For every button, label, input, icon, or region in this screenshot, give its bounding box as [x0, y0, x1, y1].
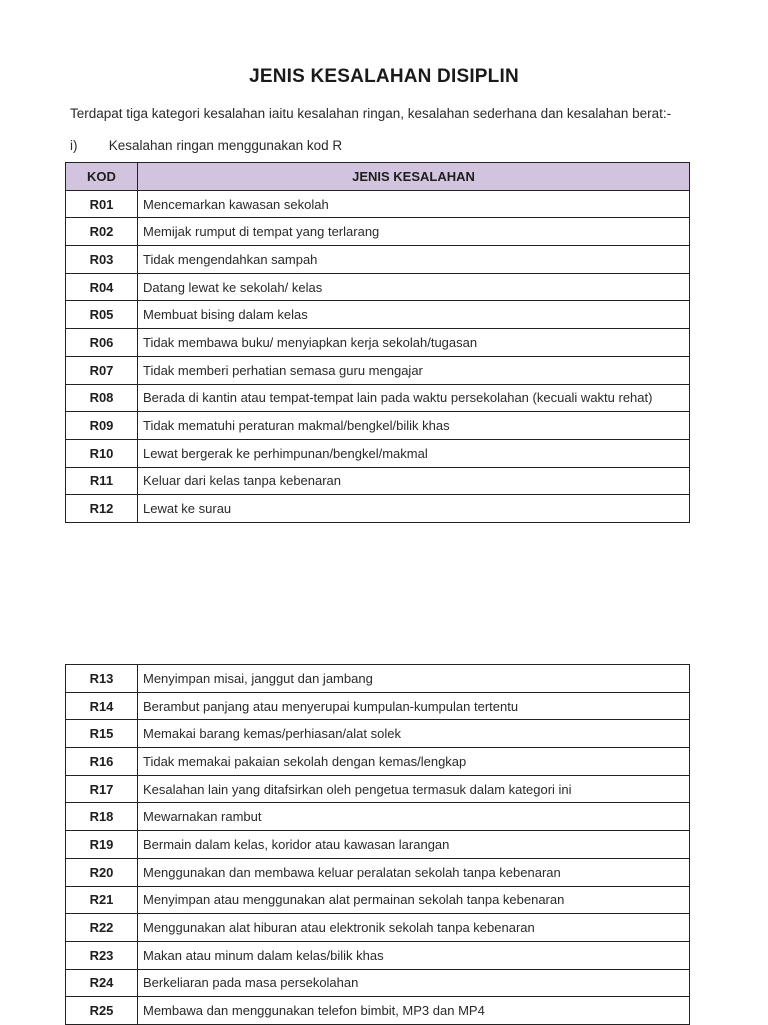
- table-row: [66, 775, 690, 803]
- offence-description: Menyimpan atau menggunakan alat permainan sekolah tanpa kebenaran: [138, 886, 690, 914]
- table-row: [66, 329, 690, 357]
- offence-code: R09: [66, 412, 138, 440]
- offence-code: R15: [66, 720, 138, 748]
- table-row: [66, 384, 690, 412]
- offence-code: R08: [66, 384, 138, 412]
- table-row: [66, 190, 690, 218]
- offence-description: Menyimpan misai, janggut dan jambang: [138, 665, 690, 693]
- table-row: [66, 495, 690, 523]
- offence-code: R25: [66, 997, 138, 1025]
- table-row: [66, 831, 690, 859]
- table-row: [66, 665, 690, 693]
- offence-code: R04: [66, 273, 138, 301]
- offence-code: R20: [66, 858, 138, 886]
- offence-table-part-2: [65, 664, 690, 1025]
- table-row: [66, 886, 690, 914]
- offence-code: R11: [66, 467, 138, 495]
- table-row: [66, 748, 690, 776]
- table-body-part-1: [66, 190, 690, 522]
- offence-code: R16: [66, 748, 138, 776]
- table-row: [66, 412, 690, 440]
- offence-code: R24: [66, 969, 138, 997]
- table-row: [66, 467, 690, 495]
- table-row: [66, 439, 690, 467]
- offence-description: Makan atau minum dalam kelas/bilik khas: [138, 941, 690, 969]
- offence-description: Memijak rumput di tempat yang terlarang: [138, 218, 690, 246]
- table-body-part-2: [66, 665, 690, 1025]
- offence-code: R17: [66, 775, 138, 803]
- offence-code: R05: [66, 301, 138, 329]
- table-row: [66, 941, 690, 969]
- offence-code: R03: [66, 246, 138, 274]
- offence-description: Tidak mengendahkan sampah: [138, 246, 690, 274]
- offence-description: Lewat bergerak ke perhimpunan/bengkel/makmal: [138, 439, 690, 467]
- intro-paragraph: Terdapat tiga kategori kesalahan iaitu kesalahan ringan, kesalahan sederhana dan kesalahan berat:-: [70, 106, 672, 121]
- offence-description: Mewarnakan rambut: [138, 803, 690, 831]
- offence-description: Kesalahan lain yang ditafsirkan oleh pengetua termasuk dalam kategori ini: [138, 775, 690, 803]
- offence-description: Berada di kantin atau tempat-tempat lain pada waktu persekolahan (kecuali waktu rehat): [138, 384, 690, 412]
- table-row: [66, 803, 690, 831]
- offence-description: Menggunakan dan membawa keluar peralatan sekolah tanpa kebenaran: [138, 858, 690, 886]
- table-row: [66, 969, 690, 997]
- offence-description: Tidak memakai pakaian sekolah dengan kemas/lengkap: [138, 748, 690, 776]
- table-row: [66, 858, 690, 886]
- offence-code: R14: [66, 692, 138, 720]
- offence-code: R12: [66, 495, 138, 523]
- table-row: [66, 720, 690, 748]
- offence-code: R22: [66, 914, 138, 942]
- offence-code: R06: [66, 329, 138, 357]
- table-row: [66, 692, 690, 720]
- offence-code: R02: [66, 218, 138, 246]
- offence-description: Membuat bising dalam kelas: [138, 301, 690, 329]
- offence-description: Menggunakan alat hiburan atau elektronik sekolah tanpa kebenaran: [138, 914, 690, 942]
- table-row: [66, 273, 690, 301]
- offence-table-part-1: [65, 162, 690, 523]
- offence-description: Tidak membawa buku/ menyiapkan kerja sekolah/tugasan: [138, 329, 690, 357]
- offence-description: Datang lewat ke sekolah/ kelas: [138, 273, 690, 301]
- page-title: JENIS KESALAHAN DISIPLIN: [249, 66, 519, 87]
- section-heading: [70, 138, 342, 153]
- table-header-row: [66, 163, 690, 191]
- offence-description: Keluar dari kelas tanpa kebenaran: [138, 467, 690, 495]
- offence-code: R23: [66, 941, 138, 969]
- offence-description: Berkeliaran pada masa persekolahan: [138, 969, 690, 997]
- offence-description: Lewat ke surau: [138, 495, 690, 523]
- table-row: [66, 914, 690, 942]
- section-number: i): [70, 138, 78, 153]
- offence-description: Berambut panjang atau menyerupai kumpulan-kumpulan tertentu: [138, 692, 690, 720]
- table-row: [66, 218, 690, 246]
- table-row: [66, 246, 690, 274]
- offence-description: Bermain dalam kelas, koridor atau kawasan larangan: [138, 831, 690, 859]
- offence-description: Tidak mematuhi peraturan makmal/bengkel/bilik khas: [138, 412, 690, 440]
- table-row: [66, 997, 690, 1025]
- offence-code: R21: [66, 886, 138, 914]
- offence-description: Membawa dan menggunakan telefon bimbit, MP3 dan MP4: [138, 997, 690, 1025]
- offence-code: R07: [66, 356, 138, 384]
- section-label: Kesalahan ringan menggunakan kod R: [108, 138, 343, 153]
- offence-description: Mencemarkan kawasan sekolah: [138, 190, 690, 218]
- offence-description: Tidak memberi perhatian semasa guru mengajar: [138, 356, 690, 384]
- column-header-jenis-kesalahan: JENIS KESALAHAN: [138, 163, 690, 191]
- offence-code: R18: [66, 803, 138, 831]
- offence-code: R19: [66, 831, 138, 859]
- offence-code: R01: [66, 190, 138, 218]
- table-row: [66, 301, 690, 329]
- offence-code: R10: [66, 439, 138, 467]
- table-row: [66, 356, 690, 384]
- column-header-kod: KOD: [66, 163, 138, 191]
- offence-description: Memakai barang kemas/perhiasan/alat solek: [138, 720, 690, 748]
- offence-code: R13: [66, 665, 138, 693]
